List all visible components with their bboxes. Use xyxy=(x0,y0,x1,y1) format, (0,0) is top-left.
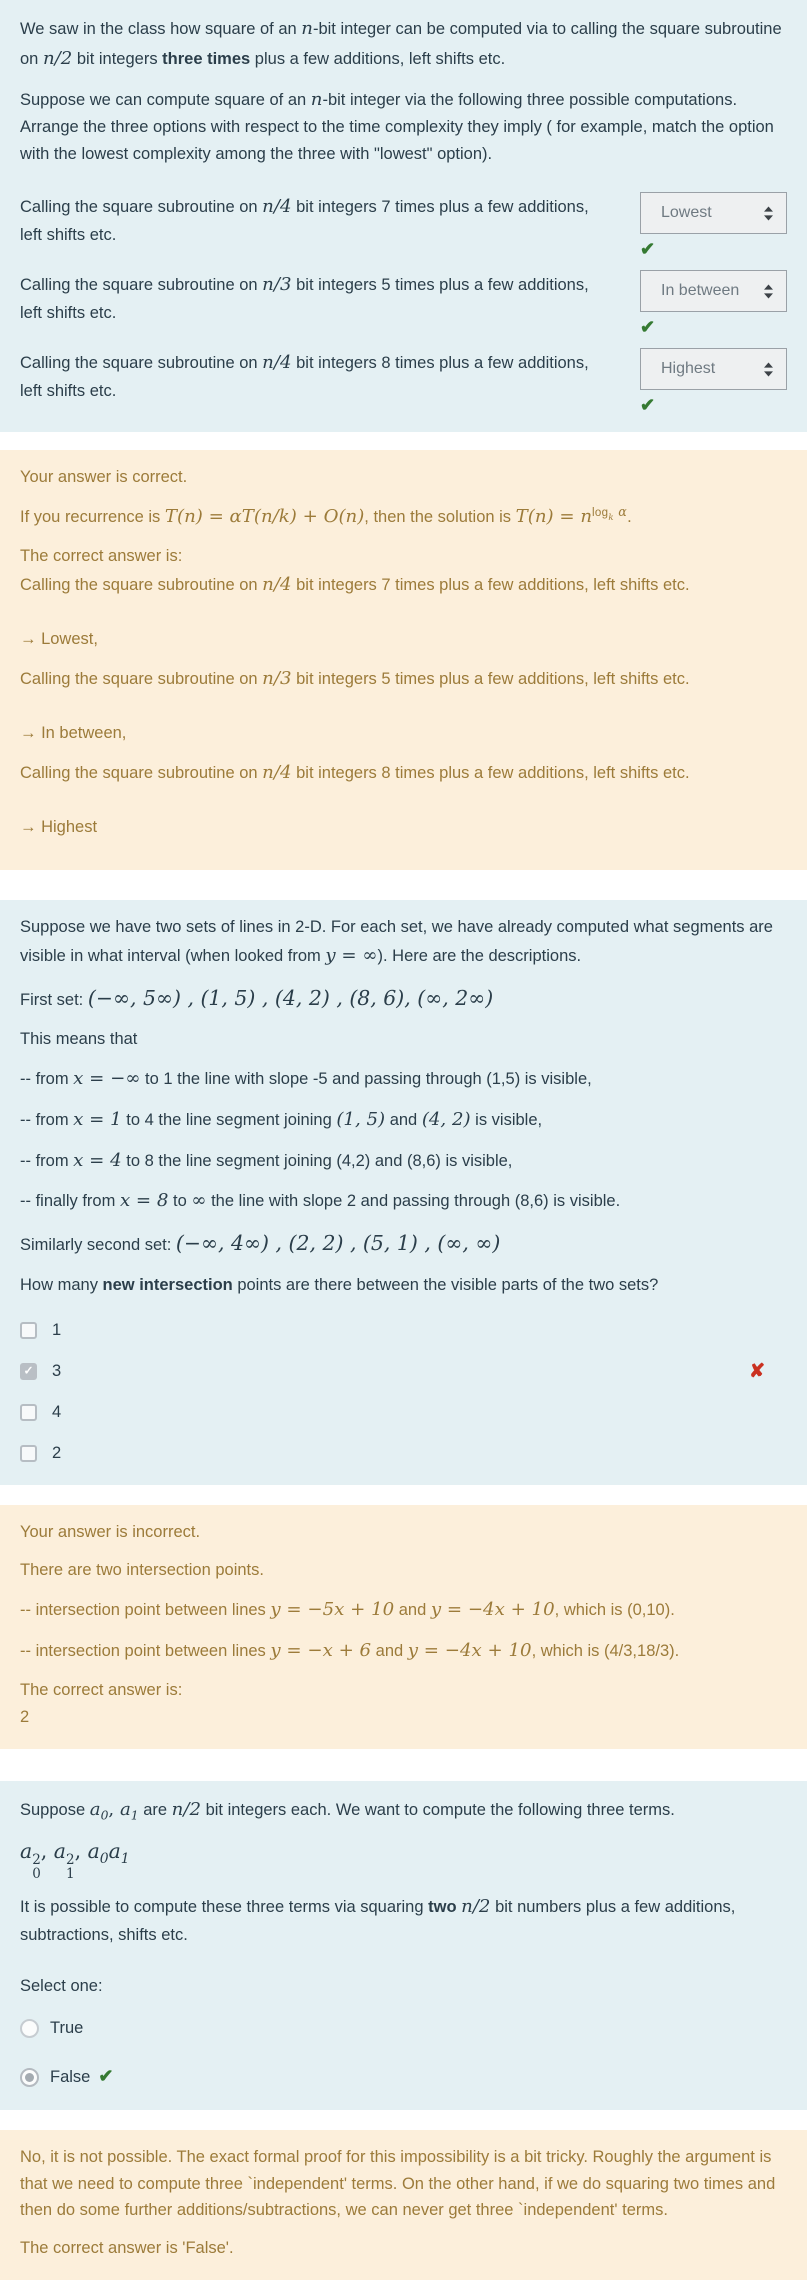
radio-row-true xyxy=(20,2015,787,2042)
radio-false-selected[interactable] xyxy=(20,2068,39,2087)
text-run: Calling the square subroutine on xyxy=(20,354,263,373)
q2-first-set xyxy=(20,982,787,1016)
math-n-over-3: n/3 xyxy=(262,668,292,690)
math-second-set: (−∞, 4∞) , (2, 2) , (5, 1) , (∞, ∞) xyxy=(175,1231,501,1256)
text-run: to 1 the line with slope -5 and passing through (1,5) is visible, xyxy=(140,1070,592,1089)
text-run: Calling the square subroutine on xyxy=(20,670,263,689)
correct-answer-value: 2 xyxy=(20,1707,30,1726)
recurrence-line xyxy=(20,502,787,532)
math-line-eq: y = −4x + 10 xyxy=(407,1639,532,1661)
select-arrows-icon xyxy=(763,362,774,377)
correct-answer-label: The correct answer is: xyxy=(20,1680,183,1699)
text-run: ). Here are the descriptions. xyxy=(377,946,582,965)
arrow-lowest: → Lowest, xyxy=(20,630,98,649)
option-row-3 xyxy=(20,1358,787,1385)
math-a0-a1: $a_0$, $a_1$ xyxy=(89,1798,139,1823)
match-row-3 xyxy=(20,348,787,414)
math-n-over-3: n/3 xyxy=(262,274,292,296)
feedback-status: Your answer is correct. xyxy=(20,468,188,487)
math-three-terms: a 2 0 , a 2 1 , $a_0a_1$ xyxy=(20,1839,130,1882)
text-run: -- intersection point between lines xyxy=(20,1641,271,1660)
incorrect-cross-icon: ✘ xyxy=(749,1360,765,1382)
f2-intersection-1 xyxy=(20,1595,787,1625)
q3-statement xyxy=(20,1892,787,1949)
complexity-select-1[interactable] xyxy=(640,192,787,234)
q1-intro-paragraph-1 xyxy=(20,14,787,74)
text-run: , which is (0,10). xyxy=(554,1601,675,1619)
text-run: -bit integer via the following three possible computations. Arrange the three options with respect to the time complexity they imply ( for example, match the option with the lowest complexity among the three with "lowest" option). xyxy=(20,90,774,164)
option-label: 3 xyxy=(52,1361,62,1380)
text-run: and xyxy=(394,1601,431,1619)
text-run: -- intersection point between lines xyxy=(20,1601,271,1619)
correct-check-icon: ✔ xyxy=(640,317,656,338)
text-run: -bit integer can be computed via to calling the square subroutine on xyxy=(20,20,782,68)
match-row-1 xyxy=(20,192,787,258)
selected-option-label: In between xyxy=(661,282,740,300)
text-run: -- finally from xyxy=(20,1192,120,1211)
f2-line-2: There are two intersection points. xyxy=(20,1560,264,1579)
bold-three-times: three times xyxy=(162,49,251,68)
math-n-over-2: n/2 xyxy=(42,47,73,69)
option-row-4 xyxy=(20,1399,787,1426)
correct-check-icon: ✔ xyxy=(640,395,656,416)
selected-option-label: Highest xyxy=(661,360,716,378)
bold-new-intersection: new intersection xyxy=(102,1275,233,1294)
q2-bullet-1 xyxy=(20,1064,787,1094)
math-line-eq: y = −x + 6 xyxy=(270,1639,372,1661)
bold-two: two xyxy=(428,1898,457,1917)
text-run: is visible, xyxy=(470,1110,543,1129)
text-run: , which is (4/3,18/3). xyxy=(531,1641,680,1660)
checkbox-unchecked[interactable] xyxy=(20,1404,37,1421)
math-x-range: x = 4 xyxy=(73,1149,122,1171)
math-x-range: x = −∞ xyxy=(73,1068,141,1090)
q2-bullet-3 xyxy=(20,1146,787,1176)
math-y-infinity: y = ∞ xyxy=(325,944,378,966)
math-solution-base: T(n) = n xyxy=(515,506,593,528)
feedback-3-card xyxy=(0,2130,807,2280)
math-x-range: x = 8 xyxy=(119,1190,169,1212)
math-point: (4, 2) xyxy=(421,1108,471,1130)
question-2-card xyxy=(0,900,807,1485)
q1-intro-paragraph-2 xyxy=(20,85,787,169)
text-run: Suppose we have two sets of lines in 2-D. For each set, we have already computed what segments are visible in what interval (when looked from xyxy=(20,917,773,965)
text-run: . xyxy=(627,508,632,527)
checkbox-check-icon: ✓ xyxy=(23,1363,34,1378)
text-run: bit integers each. We want to compute the following three terms. xyxy=(201,1800,675,1819)
text-run: bit integers 5 times plus a few additions, left shifts etc. xyxy=(291,670,690,689)
math-n: n xyxy=(310,88,323,110)
f3-explanation: No, it is not possible. The exact formal proof for this impossibility is a bit tricky. Roughly the argument is that we need to compute three `independent' terms. On the other hand, if we do squaring two times and then do some further additions/subtractions, we can never get three `independent' terms. xyxy=(20,2147,776,2220)
option-row-1 xyxy=(20,1317,787,1344)
text-run: First set: xyxy=(20,990,88,1009)
f3-correct-answer: The correct answer is 'False'. xyxy=(20,2239,234,2258)
q2-bullet-4 xyxy=(20,1186,787,1216)
feedback-1-card xyxy=(0,450,807,869)
correct-option-3 xyxy=(20,758,787,788)
text-run: Suppose we can compute square of an xyxy=(20,90,311,109)
correct-check-icon: ✔ xyxy=(640,239,656,260)
option-label: 2 xyxy=(52,1443,62,1462)
match-row-1-text xyxy=(20,192,592,249)
match-row-2-text xyxy=(20,270,592,327)
text-run: -- from xyxy=(20,1110,74,1129)
math-n: n xyxy=(301,18,313,39)
text-run: -- from xyxy=(20,1070,74,1089)
text-run: are xyxy=(138,1800,172,1819)
text-run: plus a few additions, left shifts etc. xyxy=(250,49,506,68)
match-row-3-text xyxy=(20,348,592,405)
math-n-over-4: n/4 xyxy=(262,761,292,783)
complexity-select-2[interactable] xyxy=(640,270,787,312)
correct-option-1 xyxy=(20,570,787,600)
text-run: and xyxy=(385,1110,422,1129)
complexity-select-3[interactable] xyxy=(640,348,787,390)
math-alpha: α xyxy=(613,504,628,520)
question-1-card xyxy=(0,0,807,432)
math-recurrence: T(n) = αT(n/k) + O(n) xyxy=(164,506,365,528)
text-run: If you recurrence is xyxy=(20,508,165,527)
select-arrows-icon xyxy=(763,206,774,221)
text-run: We saw in the class how square of an xyxy=(20,20,302,38)
math-n-over-2: n/2 xyxy=(171,1798,201,1820)
math-n-over-4: n/4 xyxy=(262,574,292,596)
feedback-status: Your answer is incorrect. xyxy=(20,1522,201,1541)
arrow-highest: → Highest xyxy=(20,817,98,836)
math-first-set: (−∞, 5∞) , (1, 5) , (4, 2) , (8, 6), (∞, 2∞) xyxy=(87,985,494,1010)
match-row-3-answer xyxy=(640,348,787,414)
correct-check-icon: ✔ xyxy=(98,2066,114,2087)
radio-true[interactable] xyxy=(20,2019,39,2038)
text-run: the line with slope 2 and passing through (8,6) is visible. xyxy=(206,1192,621,1211)
checkbox-unchecked[interactable] xyxy=(20,1322,37,1339)
q2-means: This means that xyxy=(20,1030,138,1049)
correct-option-2 xyxy=(20,664,787,694)
match-row-2 xyxy=(20,270,787,336)
checkbox-unchecked[interactable] xyxy=(20,1445,37,1462)
option-label: 1 xyxy=(52,1320,62,1339)
text-run: Calling the square subroutine on xyxy=(20,576,263,595)
text-run: to 8 the line segment joining (4,2) and (8,6) is visible, xyxy=(121,1151,513,1170)
text-run: Calling the square subroutine on xyxy=(20,276,263,295)
text-run: Calling the square subroutine on xyxy=(20,763,263,782)
math-log-base-k: k xyxy=(608,512,614,523)
text-run: bit integers 7 times plus a few additions, left shifts etc. xyxy=(20,198,589,245)
option-row-2 xyxy=(20,1440,787,1467)
q2-options xyxy=(20,1317,787,1467)
text-run: to xyxy=(168,1192,192,1211)
feedback-2-card xyxy=(0,1505,807,1749)
radio-label: True xyxy=(50,2019,84,2038)
text-run: bit numbers plus a few additions, subtractions, shifts etc. xyxy=(20,1898,736,1945)
math-exponent xyxy=(592,504,628,523)
q2-bullet-2 xyxy=(20,1105,787,1135)
text-run: bit integers 8 times plus a few additions, left shifts etc. xyxy=(20,354,589,401)
q2-intro xyxy=(20,914,787,971)
radio-label: False xyxy=(50,2067,91,2086)
math-line-eq: y = −5x + 10 xyxy=(270,1599,395,1620)
select-one-label: Select one: xyxy=(20,1977,103,1996)
q3-intro xyxy=(20,1795,787,1825)
option-label: 4 xyxy=(52,1402,62,1421)
q3-terms xyxy=(20,1835,787,1881)
math-infinity: ∞ xyxy=(191,1190,207,1212)
math-n-over-4: n/4 xyxy=(262,352,292,374)
correct-answer-label: The correct answer is: xyxy=(20,547,183,566)
match-row-2-answer xyxy=(640,270,787,336)
math-n-over-2: n/2 xyxy=(461,1896,491,1918)
text-run: Calling the square subroutine on xyxy=(20,198,263,217)
math-x-range: x = 1 xyxy=(73,1108,122,1130)
math-line-eq: y = −4x + 10 xyxy=(430,1599,555,1620)
selected-option-label: Lowest xyxy=(661,204,712,222)
radio-row-false xyxy=(20,2062,787,2092)
text-run: Similarly second set: xyxy=(20,1236,176,1255)
arrow-in-between: → In between, xyxy=(20,723,127,742)
f2-intersection-2 xyxy=(20,1636,787,1666)
text-run: Suppose xyxy=(20,1800,90,1819)
text-run: How many xyxy=(20,1275,103,1294)
checkbox-checked[interactable] xyxy=(20,1363,37,1380)
q2-question xyxy=(20,1272,787,1299)
math-n-over-4: n/4 xyxy=(262,196,292,218)
text-run: It is possible to compute these three terms via squaring xyxy=(20,1898,429,1917)
text-run: bit integers 8 times plus a few additions, left shifts etc. xyxy=(291,763,690,782)
text-run: bit integers 5 times plus a few additions, left shifts etc. xyxy=(20,276,589,323)
math-log: log xyxy=(592,507,609,520)
text-run: bit integers xyxy=(72,49,163,68)
text-run: and xyxy=(371,1641,408,1660)
text-run: bit integers 7 times plus a few additions, left shifts etc. xyxy=(291,576,690,595)
q2-second-set xyxy=(20,1227,787,1261)
text-run: , then the solution is xyxy=(364,508,516,527)
text-run: to 4 the line segment joining xyxy=(121,1110,337,1129)
math-point: (1, 5) xyxy=(336,1108,386,1130)
text-run: -- from xyxy=(20,1151,74,1170)
question-3-card xyxy=(0,1781,807,2110)
match-row-1-answer xyxy=(640,192,787,258)
select-arrows-icon xyxy=(763,284,774,299)
text-run: points are there between the visible parts of the two sets? xyxy=(232,1275,659,1294)
